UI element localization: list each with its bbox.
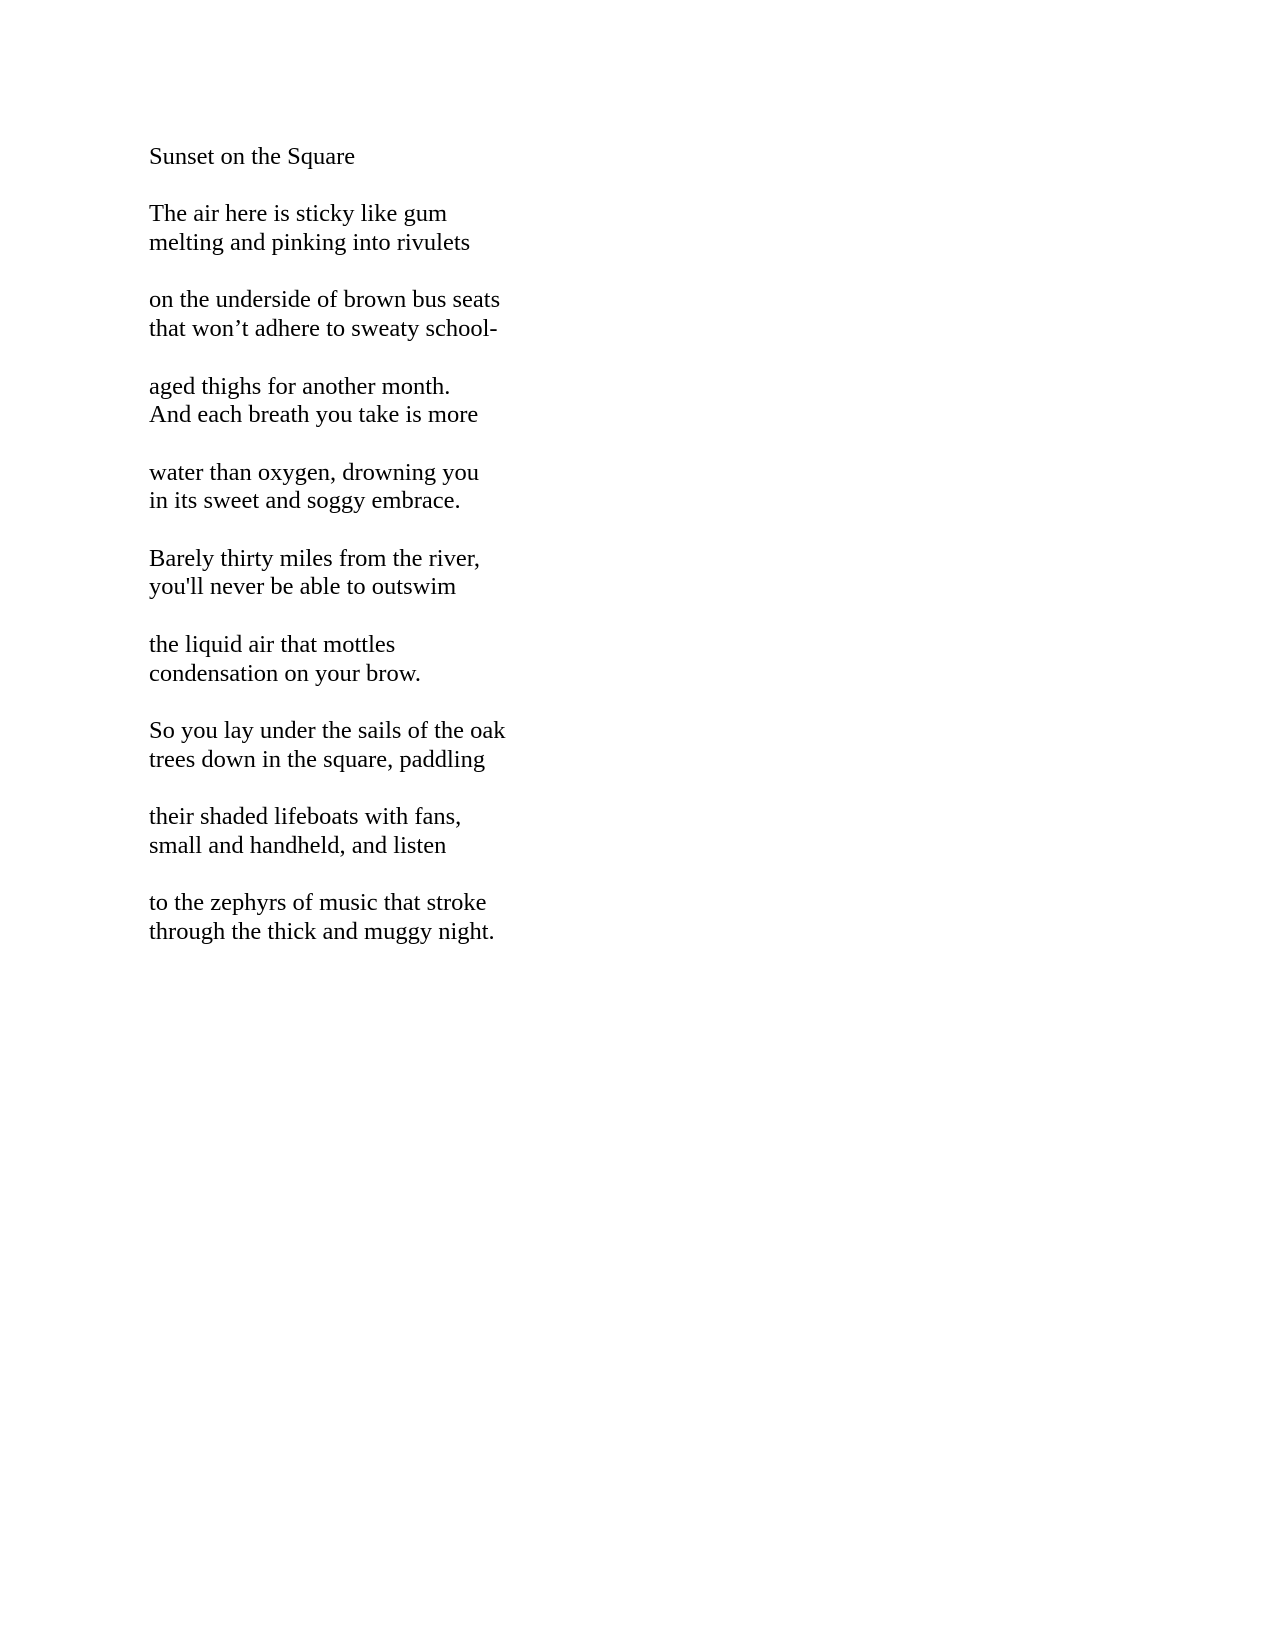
stanza: [149, 200, 849, 257]
poem-line: on the underside of brown bus seats: [149, 286, 501, 314]
poem-line: through the thick and muggy night.: [149, 917, 495, 945]
poem-line: their shaded lifeboats with fans,: [149, 803, 462, 831]
poem-line: water than oxygen, drowning you: [149, 458, 479, 486]
poem-line: to the zephyrs of music that stroke: [149, 889, 487, 917]
poem-line: aged thighs for another month.: [149, 372, 451, 400]
poem-line: trees down in the square, paddling: [149, 745, 486, 773]
poem-line: in its sweet and soggy embrace.: [149, 487, 461, 515]
poem-line: Barely thirty miles from the river,: [149, 544, 481, 572]
poem-line: you'll never be able to outswim: [149, 573, 457, 601]
poem-line: The air here is sticky like gum: [149, 200, 447, 228]
stanza: [149, 459, 849, 516]
stanza: [149, 631, 849, 688]
poem-line: that won’t adhere to sweaty school-: [149, 315, 498, 343]
poem-line: the liquid air that mottles: [149, 630, 396, 658]
stanza: [149, 545, 849, 602]
poem-title: Sunset on the Square: [149, 143, 356, 170]
stanza: [149, 889, 849, 946]
poem-line: melting and pinking into rivulets: [149, 229, 471, 257]
poem-line: small and handheld, and listen: [149, 831, 447, 859]
poem-line: So you lay under the sails of the oak: [149, 716, 506, 744]
stanza: [149, 286, 849, 343]
poem: [149, 143, 849, 975]
stanza: [149, 373, 849, 430]
stanza: [149, 803, 849, 860]
poem-line: And each breath you take is more: [149, 401, 479, 429]
stanza: [149, 717, 849, 774]
poem-line: condensation on your brow.: [149, 659, 421, 687]
